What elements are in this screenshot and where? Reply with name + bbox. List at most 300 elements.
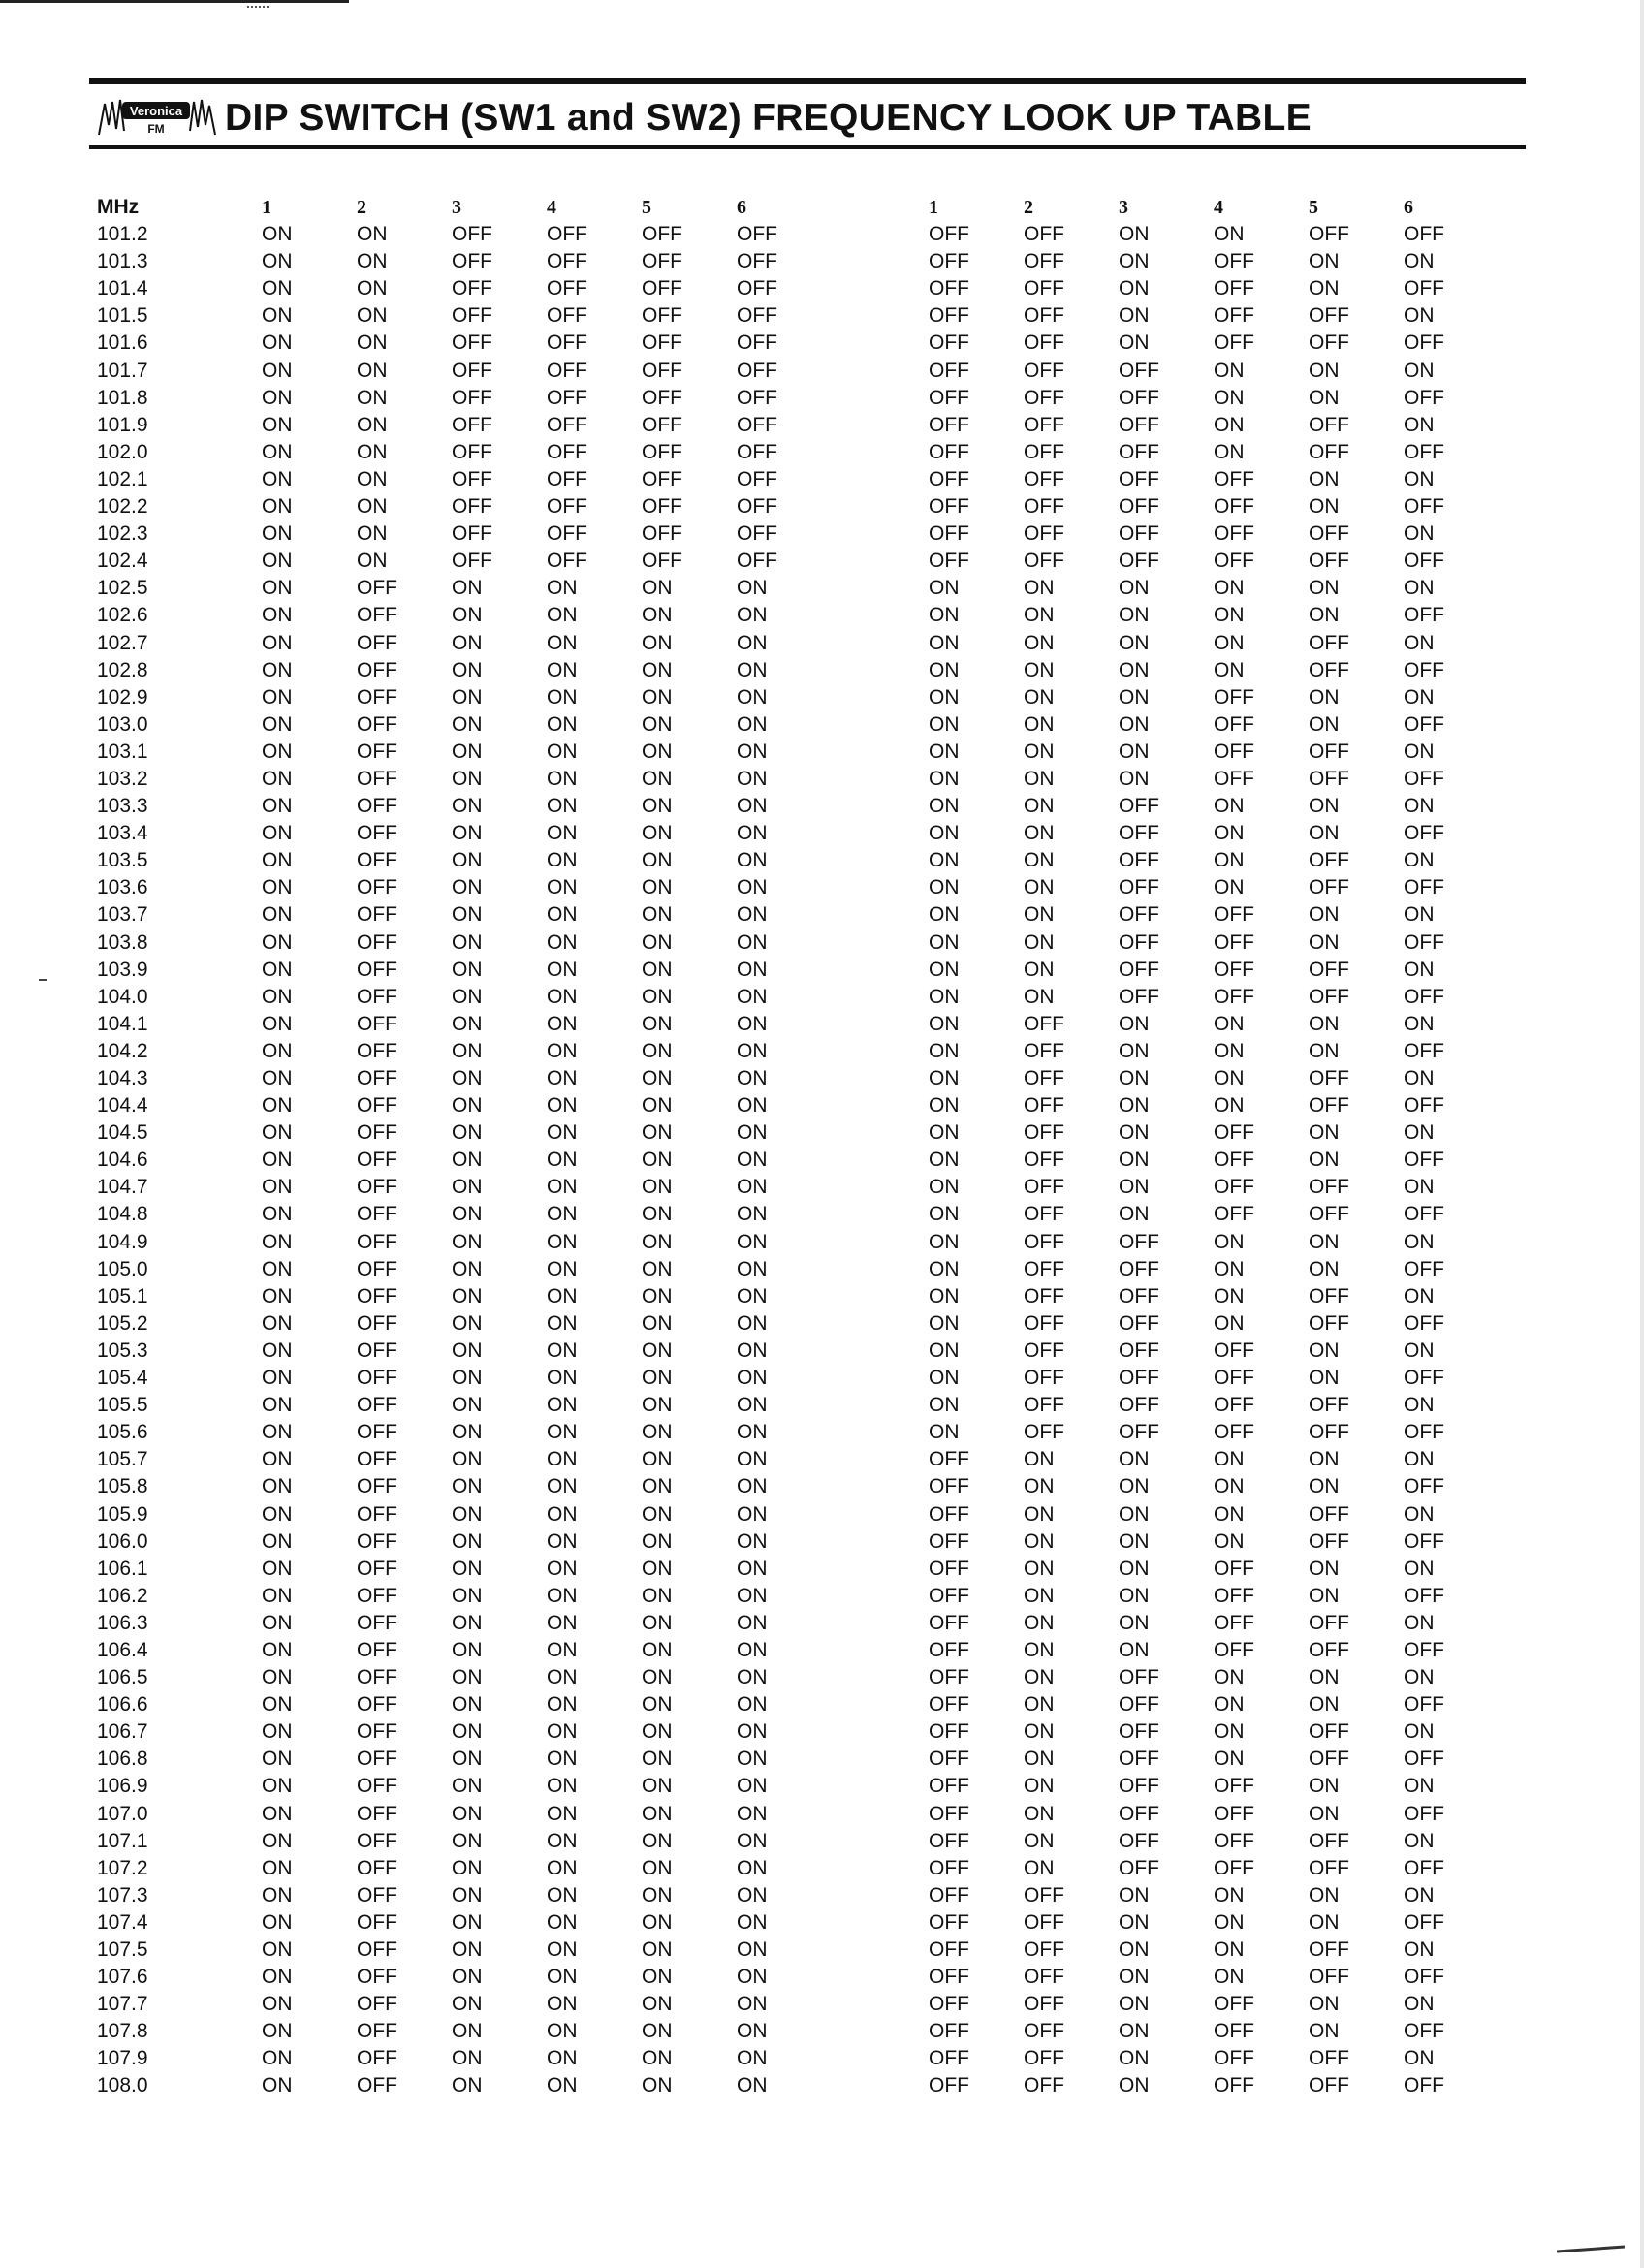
- switch-state-cell: ON: [452, 1611, 483, 1634]
- switch-state-cell: ON: [1119, 1121, 1150, 1145]
- switch-state-cell: OFF: [357, 631, 397, 654]
- switch-state-cell: OFF: [357, 1394, 397, 1417]
- switch-state-cell: ON: [1214, 1720, 1245, 1744]
- switch-state-cell: ON: [929, 1367, 960, 1390]
- switch-state-cell: ON: [262, 685, 293, 709]
- switch-state-cell: OFF: [929, 386, 969, 409]
- switch-state-cell: ON: [737, 767, 768, 790]
- switch-state-cell: OFF: [929, 1557, 969, 1580]
- switch-state-cell: ON: [1024, 631, 1055, 654]
- switch-state-cell: OFF: [1404, 1584, 1444, 1607]
- switch-state-cell: OFF: [1309, 440, 1349, 463]
- switch-state-cell: ON: [929, 631, 960, 654]
- switch-state-cell: OFF: [1119, 1367, 1159, 1390]
- switch-state-cell: ON: [642, 1149, 673, 1172]
- switch-state-cell: OFF: [1119, 903, 1159, 927]
- switch-state-cell: ON: [1119, 2020, 1150, 2043]
- switch-state-cell: ON: [737, 930, 768, 954]
- switch-state-cell: OFF: [1309, 1284, 1349, 1307]
- switch-state-cell: OFF: [1119, 386, 1159, 409]
- switch-state-cell: ON: [1119, 1611, 1150, 1634]
- switch-state-cell: OFF: [1024, 522, 1064, 546]
- switch-state-cell: OFF: [357, 1993, 397, 2016]
- switch-state-cell: ON: [737, 958, 768, 981]
- table-row: [97, 330, 1473, 357]
- switch-state-cell: OFF: [1119, 550, 1159, 573]
- switch-state-cell: OFF: [1119, 985, 1159, 1008]
- switch-state-cell: ON: [642, 712, 673, 736]
- switch-state-cell: OFF: [1024, 1394, 1064, 1417]
- switch-state-cell: ON: [1404, 1121, 1435, 1145]
- switch-state-cell: OFF: [357, 1176, 397, 1199]
- switch-state-cell: OFF: [737, 223, 777, 246]
- switch-state-cell: ON: [452, 685, 483, 709]
- switch-state-cell: OFF: [1119, 1339, 1159, 1362]
- switch-state-cell: ON: [1119, 250, 1150, 273]
- switch-state-cell: ON: [1119, 223, 1150, 246]
- switch-state-cell: ON: [262, 1638, 293, 1661]
- table-row: [97, 1365, 1473, 1392]
- switch-state-cell: OFF: [1214, 767, 1254, 790]
- switch-state-cell: OFF: [1024, 1311, 1064, 1335]
- table-row: [97, 248, 1473, 275]
- switch-state-cell: ON: [547, 849, 578, 872]
- switch-state-cell: ON: [262, 1203, 293, 1226]
- table-row: [97, 1991, 1473, 2018]
- switch-state-cell: ON: [737, 1039, 768, 1062]
- switch-state-cell: OFF: [929, 1938, 969, 1961]
- switch-state-cell: ON: [1214, 849, 1245, 872]
- switch-state-cell: OFF: [1404, 495, 1444, 519]
- switch-state-cell: OFF: [357, 1829, 397, 1852]
- switch-state-cell: ON: [452, 795, 483, 818]
- switch-state-cell: ON: [452, 740, 483, 763]
- switch-state-cell: ON: [262, 1448, 293, 1471]
- switch-state-cell: OFF: [1214, 1176, 1254, 1199]
- frequency-cell: 103.1: [97, 740, 148, 763]
- scan-edge-shadow: [1640, 0, 1644, 2268]
- table-row: [97, 793, 1473, 820]
- switch-state-cell: ON: [1404, 1012, 1435, 1035]
- switch-state-cell: ON: [262, 985, 293, 1008]
- switch-state-cell: OFF: [1119, 1666, 1159, 1689]
- switch-state-cell: ON: [262, 1611, 293, 1634]
- switch-state-cell: ON: [262, 550, 293, 573]
- frequency-cell: 102.5: [97, 577, 148, 600]
- switch-state-cell: OFF: [357, 903, 397, 927]
- switch-state-cell: ON: [1309, 1693, 1340, 1717]
- switch-state-cell: ON: [737, 1720, 768, 1744]
- switch-state-cell: OFF: [357, 712, 397, 736]
- switch-state-cell: ON: [1024, 1611, 1055, 1634]
- switch-state-cell: ON: [642, 2047, 673, 2070]
- switch-state-cell: ON: [452, 1557, 483, 1580]
- switch-state-cell: OFF: [357, 2074, 397, 2097]
- switch-state-cell: ON: [262, 1230, 293, 1253]
- switch-state-cell: ON: [1024, 1557, 1055, 1580]
- switch-state-cell: OFF: [1404, 331, 1444, 355]
- switch-state-cell: ON: [1024, 1829, 1055, 1852]
- switch-state-cell: ON: [547, 2074, 578, 2097]
- switch-state-cell: ON: [262, 1938, 293, 1961]
- switch-state-cell: ON: [262, 1067, 293, 1089]
- switch-state-cell: OFF: [1404, 767, 1444, 790]
- switch-state-cell: ON: [1119, 1475, 1150, 1498]
- switch-state-cell: OFF: [1119, 1311, 1159, 1335]
- switch-state-cell: OFF: [929, 522, 969, 546]
- switch-state-cell: OFF: [1404, 1367, 1444, 1390]
- switch-state-cell: ON: [737, 1257, 768, 1280]
- switch-state-cell: OFF: [929, 1720, 969, 1744]
- switch-state-cell: ON: [929, 1039, 960, 1062]
- switch-state-cell: ON: [737, 1284, 768, 1307]
- switch-state-cell: ON: [452, 1012, 483, 1035]
- switch-state-cell: OFF: [357, 1284, 397, 1307]
- switch-state-cell: ON: [452, 1938, 483, 1961]
- switch-state-cell: ON: [1214, 876, 1245, 899]
- switch-state-cell: ON: [1214, 413, 1245, 436]
- switch-state-cell: OFF: [357, 740, 397, 763]
- switch-state-cell: OFF: [1309, 1421, 1349, 1444]
- switch-state-cell: OFF: [929, 1529, 969, 1553]
- switch-state-cell: ON: [262, 386, 293, 409]
- switch-state-cell: OFF: [1119, 522, 1159, 546]
- switch-state-cell: ON: [737, 1339, 768, 1362]
- switch-state-cell: OFF: [1404, 550, 1444, 573]
- switch-state-cell: OFF: [1404, 1638, 1444, 1661]
- switch-state-cell: ON: [452, 1748, 483, 1771]
- switch-state-cell: OFF: [737, 467, 777, 490]
- switch-state-cell: ON: [1024, 1475, 1055, 1498]
- switch-state-cell: OFF: [1309, 1720, 1349, 1744]
- switch-state-cell: ON: [642, 1938, 673, 1961]
- switch-state-cell: ON: [929, 1257, 960, 1280]
- switch-state-cell: ON: [737, 1203, 768, 1226]
- switch-state-cell: ON: [452, 1475, 483, 1498]
- switch-state-cell: OFF: [1119, 1720, 1159, 1744]
- switch-state-cell: OFF: [1119, 876, 1159, 899]
- switch-state-cell: ON: [929, 604, 960, 627]
- switch-state-cell: ON: [547, 1529, 578, 1553]
- switch-state-cell: ON: [1119, 331, 1150, 355]
- switch-state-cell: ON: [642, 1475, 673, 1498]
- switch-state-cell: ON: [929, 849, 960, 872]
- switch-state-cell: OFF: [1024, 2074, 1064, 2097]
- switch-state-cell: ON: [1309, 1367, 1340, 1390]
- switch-state-cell: OFF: [1309, 2047, 1349, 2070]
- switch-state-cell: ON: [547, 903, 578, 927]
- switch-state-cell: OFF: [929, 440, 969, 463]
- switch-state-cell: OFF: [1309, 658, 1349, 681]
- table-row: [97, 1419, 1473, 1446]
- switch-state-cell: ON: [547, 1993, 578, 2016]
- switch-state-cell: OFF: [1309, 631, 1349, 654]
- switch-state-cell: ON: [452, 767, 483, 790]
- frequency-cell: 105.1: [97, 1284, 148, 1307]
- header-rule-bottom: [89, 145, 1526, 149]
- frequency-cell: 105.0: [97, 1257, 148, 1280]
- switch-state-cell: ON: [452, 2047, 483, 2070]
- table-row: [97, 358, 1473, 385]
- switch-state-cell: ON: [929, 1176, 960, 1199]
- switch-state-cell: ON: [1119, 277, 1150, 300]
- switch-state-cell: ON: [1214, 1966, 1245, 1989]
- switch-state-cell: ON: [262, 658, 293, 681]
- switch-state-cell: OFF: [1024, 331, 1064, 355]
- switch-state-cell: ON: [737, 1502, 768, 1526]
- frequency-cell: 108.0: [97, 2074, 148, 2097]
- switch-state-cell: ON: [262, 1094, 293, 1118]
- switch-state-cell: OFF: [1309, 331, 1349, 355]
- switch-state-cell: OFF: [737, 522, 777, 546]
- switch-state-cell: ON: [1404, 1938, 1435, 1961]
- switch-state-cell: ON: [262, 1284, 293, 1307]
- scan-edge-line: [0, 0, 349, 3]
- switch-state-cell: OFF: [357, 767, 397, 790]
- table-row: [97, 602, 1473, 629]
- frequency-cell: 102.3: [97, 522, 148, 546]
- switch-state-cell: ON: [1404, 740, 1435, 763]
- switch-state-cell: ON: [1214, 1529, 1245, 1553]
- switch-state-cell: ON: [452, 1394, 483, 1417]
- switch-state-cell: ON: [357, 331, 388, 355]
- switch-state-cell: OFF: [1024, 1257, 1064, 1280]
- switch-state-cell: ON: [547, 1367, 578, 1390]
- frequency-cell: 101.3: [97, 250, 148, 273]
- switch-state-cell: ON: [452, 1666, 483, 1689]
- table-row: [97, 2072, 1473, 2099]
- switch-state-cell: OFF: [1024, 277, 1064, 300]
- page-title: DIP SWITCH (SW1 and SW2) FREQUENCY LOOK UP TABLE: [225, 97, 1312, 139]
- switch-state-cell: ON: [262, 250, 293, 273]
- switch-state-cell: ON: [1309, 1149, 1340, 1172]
- switch-state-cell: ON: [547, 1475, 578, 1498]
- switch-state-cell: ON: [642, 685, 673, 709]
- switch-state-cell: OFF: [929, 413, 969, 436]
- switch-state-cell: ON: [452, 658, 483, 681]
- switch-state-cell: OFF: [547, 386, 587, 409]
- switch-state-cell: ON: [262, 795, 293, 818]
- frequency-cell: 105.7: [97, 1448, 148, 1471]
- switch-state-cell: ON: [1119, 658, 1150, 681]
- switch-state-cell: ON: [1309, 1883, 1340, 1906]
- switch-state-cell: OFF: [1214, 1421, 1254, 1444]
- switch-state-cell: OFF: [1404, 1421, 1444, 1444]
- switch-state-cell: OFF: [357, 795, 397, 818]
- switch-state-cell: OFF: [929, 1666, 969, 1689]
- switch-state-cell: ON: [1119, 1149, 1150, 1172]
- switch-state-cell: ON: [737, 1421, 768, 1444]
- switch-state-cell: ON: [737, 1176, 768, 1199]
- switch-state-cell: ON: [1119, 2047, 1150, 2070]
- switch-state-cell: OFF: [1024, 2020, 1064, 2043]
- switch-state-cell: ON: [1404, 1720, 1435, 1744]
- switch-state-cell: OFF: [1214, 277, 1254, 300]
- switch-state-cell: ON: [547, 1421, 578, 1444]
- table-row: [97, 2018, 1473, 2045]
- switch-state-cell: OFF: [737, 359, 777, 382]
- switch-state-cell: OFF: [1404, 1910, 1444, 1934]
- switch-state-cell: ON: [357, 440, 388, 463]
- switch-state-cell: ON: [1119, 767, 1150, 790]
- switch-state-cell: ON: [929, 1067, 960, 1089]
- switch-state-cell: OFF: [929, 1910, 969, 1934]
- switch-state-cell: ON: [737, 849, 768, 872]
- switch-state-cell: ON: [262, 849, 293, 872]
- switch-state-cell: ON: [1309, 250, 1340, 273]
- switch-state-cell: ON: [929, 876, 960, 899]
- frequency-cell: 107.3: [97, 1883, 148, 1906]
- switch-state-cell: OFF: [357, 1638, 397, 1661]
- switch-state-cell: ON: [1309, 1802, 1340, 1825]
- switch-state-cell: ON: [547, 740, 578, 763]
- switch-state-cell: OFF: [1309, 767, 1349, 790]
- switch-state-cell: OFF: [642, 277, 682, 300]
- switch-state-cell: OFF: [1404, 1693, 1444, 1717]
- switch-state-cell: ON: [1309, 712, 1340, 736]
- switch-state-cell: OFF: [929, 304, 969, 328]
- switch-state-cell: OFF: [357, 1938, 397, 1961]
- switch-state-cell: OFF: [1119, 1802, 1159, 1825]
- switch-state-cell: ON: [1024, 903, 1055, 927]
- switch-state-cell: ON: [262, 413, 293, 436]
- switch-state-cell: ON: [547, 1067, 578, 1089]
- switch-state-cell: OFF: [1404, 930, 1444, 954]
- switch-state-cell: ON: [1404, 1883, 1435, 1906]
- switch-state-cell: OFF: [1309, 1311, 1349, 1335]
- switch-state-cell: ON: [1404, 1067, 1435, 1089]
- switch-state-cell: ON: [737, 604, 768, 627]
- switch-state-cell: ON: [737, 1311, 768, 1335]
- switch-state-cell: ON: [642, 1311, 673, 1335]
- switch-state-cell: OFF: [1214, 2074, 1254, 2097]
- switch-state-cell: ON: [737, 1475, 768, 1498]
- switch-state-cell: ON: [262, 1666, 293, 1689]
- frequency-cell: 104.6: [97, 1149, 148, 1172]
- table-row: [97, 1637, 1473, 1664]
- switch-state-cell: ON: [642, 1257, 673, 1280]
- switch-state-cell: ON: [1024, 685, 1055, 709]
- table-row: [97, 1473, 1473, 1500]
- switch-state-cell: ON: [262, 631, 293, 654]
- switch-state-cell: OFF: [1404, 822, 1444, 845]
- switch-state-cell: OFF: [1309, 2074, 1349, 2097]
- switch-state-cell: OFF: [642, 413, 682, 436]
- frequency-cell: 103.3: [97, 795, 148, 818]
- column-header-switch-5: 5: [1309, 197, 1318, 218]
- switch-state-cell: OFF: [1119, 1394, 1159, 1417]
- switch-state-cell: ON: [262, 522, 293, 546]
- switch-state-cell: OFF: [737, 413, 777, 436]
- switch-state-cell: OFF: [452, 277, 492, 300]
- switch-state-cell: OFF: [929, 467, 969, 490]
- switch-state-cell: ON: [547, 985, 578, 1008]
- switch-state-cell: ON: [357, 359, 388, 382]
- switch-state-cell: OFF: [1024, 2047, 1064, 2070]
- switch-state-cell: ON: [547, 1339, 578, 1362]
- switch-state-cell: ON: [262, 1475, 293, 1498]
- frequency-cell: 105.8: [97, 1475, 148, 1498]
- switch-state-cell: OFF: [357, 1748, 397, 1771]
- switch-state-cell: ON: [1404, 413, 1435, 436]
- switch-state-cell: ON: [262, 1720, 293, 1744]
- switch-state-cell: ON: [737, 658, 768, 681]
- switch-state-cell: OFF: [1024, 1149, 1064, 1172]
- switch-state-cell: ON: [452, 1257, 483, 1280]
- frequency-cell: 104.9: [97, 1230, 148, 1253]
- switch-state-cell: OFF: [357, 1012, 397, 1035]
- table-row: [97, 1691, 1473, 1718]
- switch-state-cell: OFF: [1404, 1094, 1444, 1118]
- switch-state-cell: ON: [262, 1012, 293, 1035]
- switch-state-cell: ON: [1024, 658, 1055, 681]
- switch-state-cell: OFF: [1119, 467, 1159, 490]
- frequency-cell: 103.6: [97, 876, 148, 899]
- switch-state-cell: ON: [929, 1094, 960, 1118]
- switch-state-cell: ON: [642, 1557, 673, 1580]
- switch-state-cell: ON: [452, 1993, 483, 2016]
- switch-state-cell: ON: [929, 985, 960, 1008]
- svg-text:Veronica: Veronica: [129, 104, 183, 118]
- switch-state-cell: ON: [1309, 386, 1340, 409]
- switch-state-cell: ON: [1404, 2047, 1435, 2070]
- switch-state-cell: ON: [929, 1284, 960, 1307]
- switch-state-cell: ON: [1214, 822, 1245, 845]
- switch-state-cell: ON: [1024, 1693, 1055, 1717]
- switch-state-cell: OFF: [452, 467, 492, 490]
- switch-state-cell: ON: [737, 1748, 768, 1771]
- frequency-cell: 101.6: [97, 331, 148, 355]
- frequency-cell: 106.0: [97, 1529, 148, 1553]
- switch-state-cell: OFF: [1119, 1284, 1159, 1307]
- switch-state-cell: OFF: [642, 550, 682, 573]
- switch-state-cell: ON: [1309, 1775, 1340, 1798]
- switch-state-cell: ON: [547, 2020, 578, 2043]
- switch-state-cell: OFF: [1214, 2047, 1254, 2070]
- switch-state-cell: OFF: [1214, 1856, 1254, 1879]
- frequency-cell: 107.4: [97, 1910, 148, 1934]
- switch-state-cell: OFF: [1309, 413, 1349, 436]
- switch-state-cell: OFF: [357, 577, 397, 600]
- switch-state-cell: ON: [642, 1856, 673, 1879]
- switch-state-cell: ON: [642, 1394, 673, 1417]
- switch-state-cell: ON: [357, 386, 388, 409]
- table-row: [97, 684, 1473, 711]
- switch-state-cell: OFF: [452, 522, 492, 546]
- switch-state-cell: ON: [262, 1121, 293, 1145]
- switch-state-cell: OFF: [357, 849, 397, 872]
- switch-state-cell: ON: [1309, 1666, 1340, 1689]
- switch-state-cell: OFF: [547, 467, 587, 490]
- switch-state-cell: ON: [262, 903, 293, 927]
- header-rule-top: [89, 78, 1526, 84]
- table-row: [97, 1092, 1473, 1119]
- switch-state-cell: OFF: [452, 304, 492, 328]
- switch-state-cell: ON: [1404, 1176, 1435, 1199]
- switch-state-cell: ON: [642, 1910, 673, 1934]
- switch-state-cell: ON: [1404, 849, 1435, 872]
- table-row: [97, 1964, 1473, 1991]
- table-row: [97, 984, 1473, 1011]
- switch-state-cell: ON: [642, 1966, 673, 1989]
- switch-state-cell: ON: [929, 930, 960, 954]
- switch-state-cell: ON: [1214, 1039, 1245, 1062]
- switch-state-cell: ON: [1404, 1775, 1435, 1798]
- switch-state-cell: ON: [547, 1666, 578, 1689]
- svg-text:FM: FM: [147, 122, 165, 136]
- column-header-switch-2: 2: [1024, 197, 1033, 218]
- frequency-cell: 103.8: [97, 930, 148, 954]
